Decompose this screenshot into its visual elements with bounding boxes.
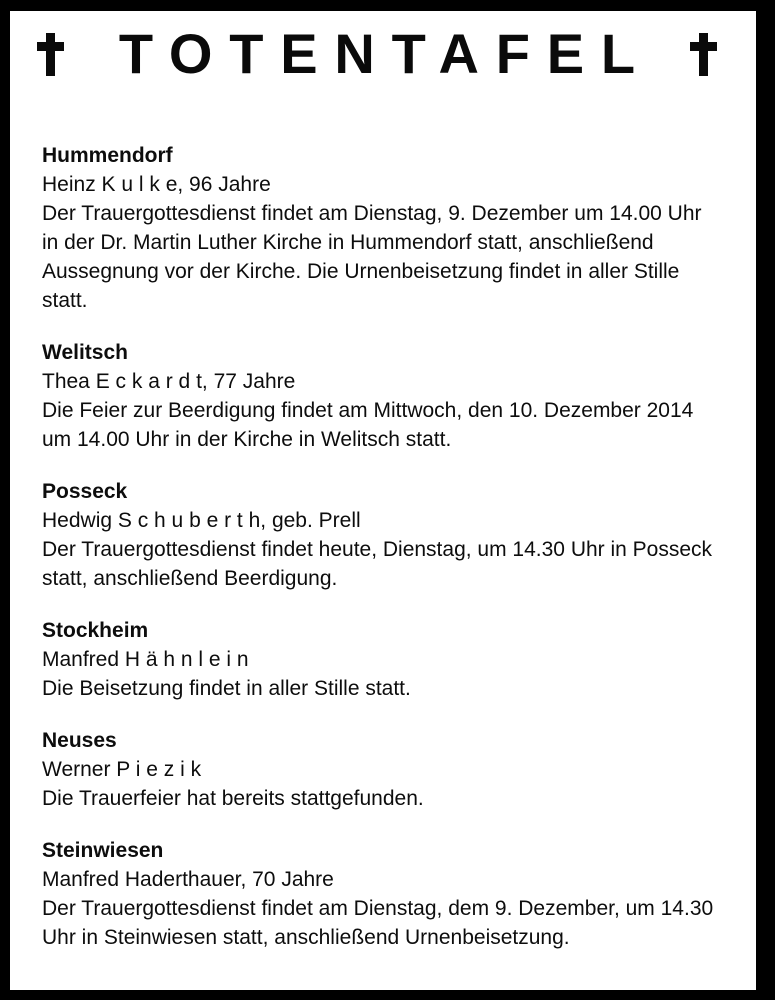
notice-neuses: [42, 726, 746, 813]
notice-detail-line: Aussegnung vor der Kirche. Die Urnenbeisetzung findet in aller Stille: [42, 260, 680, 283]
notice-name-line: Manfred Haderthauer, 70 Jahre: [42, 868, 334, 891]
cross-icon: [690, 33, 717, 76]
notice-hummendorf: [42, 141, 746, 315]
notice-detail-line: Uhr in Steinwiesen statt, anschließend Urnenbeisetzung.: [42, 926, 570, 949]
cross-icon: [37, 33, 64, 76]
notice-town: Steinwiesen: [42, 839, 164, 862]
notice-detail-line: Die Beisetzung findet in aller Stille statt.: [42, 677, 411, 700]
notice-posseck: [42, 477, 746, 593]
notice-welitsch: [42, 338, 746, 454]
notice-name-line: Hedwig S c h u b e r t h, geb. Prell: [42, 509, 361, 532]
notice-detail-line: in der Dr. Martin Luther Kirche in Hummendorf statt, anschließend: [42, 231, 654, 254]
notice-name-line: Werner P i e z i k: [42, 758, 202, 781]
notice-detail-line: Der Trauergottesdienst findet am Dienstag, dem 9. Dezember, um 14.30: [42, 897, 714, 920]
notice-detail-line: statt.: [42, 289, 88, 312]
notice-town: Welitsch: [42, 341, 128, 364]
notice-name-line: Heinz K u l k e, 96 Jahre: [42, 173, 271, 196]
notice-town: Hummendorf: [42, 144, 173, 167]
notice-detail-line: Der Trauergottesdienst findet am Dienstag, 9. Dezember um 14.00 Uhr: [42, 202, 702, 225]
notice-town: Posseck: [42, 480, 128, 503]
notice-name-line: Manfred H ä h n l e i n: [42, 648, 249, 671]
notice-detail-line: Der Trauergottesdienst findet heute, Dienstag, um 14.30 Uhr in Posseck: [42, 538, 713, 561]
notice-detail-line: statt, anschließend Beerdigung.: [42, 567, 338, 590]
notice-name-line: Thea E c k a r d t, 77 Jahre: [42, 370, 296, 393]
notice-stockheim: [42, 616, 746, 703]
masthead: [10, 11, 756, 85]
notices-list: [10, 141, 756, 952]
page-title: TOTENTAFEL: [118, 22, 652, 85]
notice-detail-line: Die Feier zur Beerdigung findet am Mittwoch, den 10. Dezember 2014: [42, 399, 694, 422]
notice-steinwiesen: [42, 836, 746, 952]
notice-detail-line: Die Trauerfeier hat bereits stattgefunden.: [42, 787, 424, 810]
notice-town: Stockheim: [42, 619, 149, 642]
paper-sheet: [10, 11, 756, 990]
notice-town: Neuses: [42, 729, 117, 752]
notice-detail-line: um 14.00 Uhr in der Kirche in Welitsch statt.: [42, 428, 452, 451]
